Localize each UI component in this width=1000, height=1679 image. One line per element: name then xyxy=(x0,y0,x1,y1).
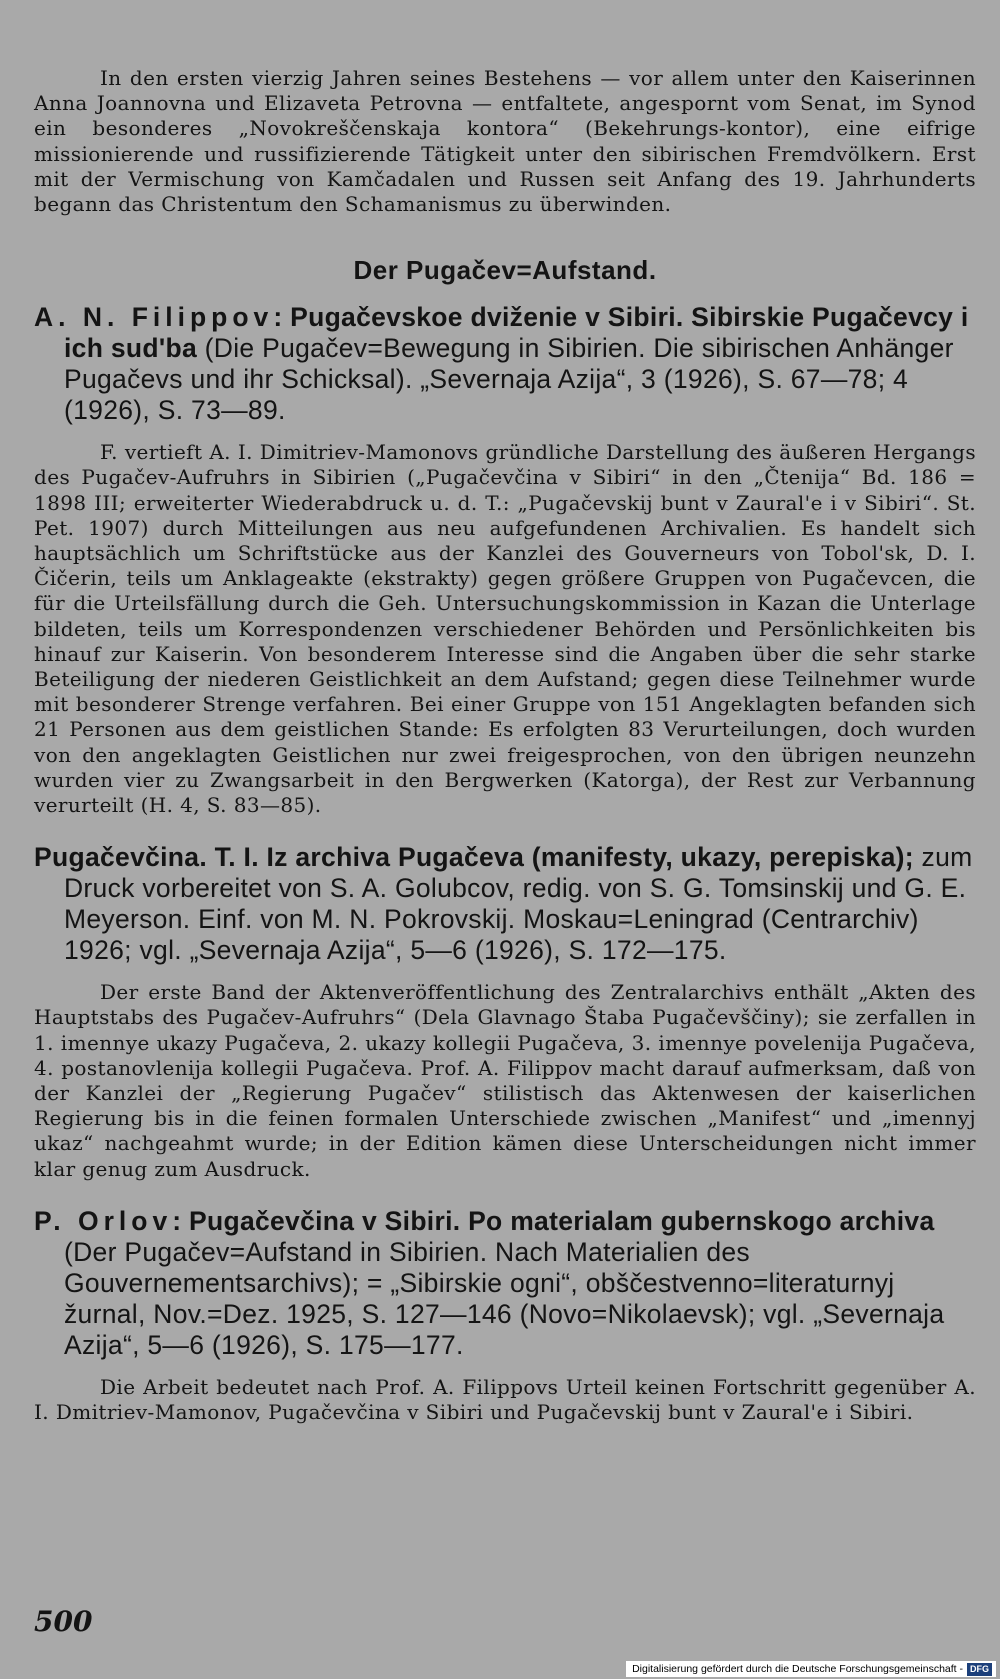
entry-review: Der erste Band der Aktenveröffentlichung des Zentralarchivs enthält „Akten des Hauptstabs des Pugačev-Aufruhrs“ (Dela Glavnago Štaba Pugačevščiny); sie zerfallen in 1. imennye ukazy Pugačeva, 2. ukazy kollegii Pugačeva, 3. imennye povelenija Pugačeva, 4. postanovlenija kollegii Pugačeva. Prof. A. Filippov macht darauf aufmerksam, daß von der Kanzlei der „Regierung Pugačev“ stilistisch das Aktenwesen der kaiserlichen Regierung bis in die feinen formalen Unterschiede zwischen „Manifest“ und „imennyj ukaz“ nachgeahmt wurde; in der Edition kämen diese Unterscheidungen nicht immer klar genug zum Ausdruck. xyxy=(34,980,976,1181)
entry-author: A. N. Filippov xyxy=(34,302,274,333)
entry-review: F. vertieft A. I. Dimitriev-Mamonovs gründliche Darstellung des äußeren Hergangs des Pugačev-Aufruhrs in Sibirien („Pugačevčina v Sibiri“ in den „Čtenija“ Bd. 186 = 1898 III; erweiterter Wiederabdruck u. d. T.: „Pugačevskij bunt v Zaural'e i v Sibiri“. St. Pet. 1907) durch Mitteilungen aus neu aufgefundenen Archivalien. Es handelt sich hauptsächlich um Schriftstücke aus der Kanzlei des Gouverneurs von Tobol'sk, D. I. Čičerin, teils um Anklageakte (ekstrakty) gegen größere Gruppen von Pugačevcen, die für die Urteilsfällung durch die Geh. Untersuchungskommission in Kazan die Unterlage bildeten, teils um Korrespondenzen verschiedener Behörden und Persönlichkeiten bis hinauf zur Kaiserin. Von besonderem Interesse sind die Angaben über die sehr starke Beteiligung der niederen Geistlichkeit an dem Aufstand; gegen diese Teilnehmer wurde mit besonderer Strenge verfahren. Bei einer Gruppe von 151 Angeklagten befanden sich 21 Personen aus dem geistlichen Stande: Es erfolgten 83 Verurteilungen, doch wurden von den angeklagten Geistlichen nur zwei freigesprochen, von den übrigen neunzehn wurden vier zu Zwangsarbeit in den Bergwerken (Katorga), der Rest zur Verbannung verurteilt (H. 4, S. 83—85). xyxy=(34,440,976,818)
entry-author: Pugačevčina. T. I. xyxy=(34,842,259,873)
entry-colon: : xyxy=(172,1205,182,1236)
page-number: 500 xyxy=(34,1605,93,1638)
entry-title: Pugačevskoe dviženie v Sibiri. Sibirskie Pugačevcy i ich sud'ba xyxy=(64,302,969,364)
entry-title: Iz archiva Pugačeva (manifesty, ukazy, perepiska); xyxy=(258,842,914,873)
entry-citation xyxy=(34,1206,976,1361)
entry-citation xyxy=(34,842,976,966)
entry-details: (Der Pugačev=Aufstand in Sibirien. Nach Materialien des Gouvernementsarchivs); = „Sibirskie ogni“, obščestvenno=literaturnyj žurnal, Nov.=Dez. 1925, S. 127—146 (Novo=Nikolaevsk); vgl. „Severnaja Azija“, 5—6 (1926), S. 175—177. xyxy=(64,1236,945,1360)
entry-details: zum Druck vorbereitet von S. A. Golubcov, redig. von S. G. Tomsinskij und G. E. Meyerson. Einf. von M. N. Pokrovskij. Moskau=Leningrad (Centrarchiv) 1926; vgl. „Severnaja Azija“, 5—6 (1926), S. 172—175. xyxy=(64,842,973,966)
entry-colon: : xyxy=(273,302,283,333)
entry-citation xyxy=(34,302,976,426)
entry-author: P. Orlov xyxy=(34,1205,173,1236)
bibliography-entry-2 xyxy=(34,842,976,1182)
footer-text: Digitalisierung gefördert durch die Deutsche Forschungsgemeinschaft - xyxy=(632,1663,963,1675)
entry-title: Pugačevčina v Sibiri. Po materialam gubernskogo archiva xyxy=(181,1205,935,1236)
digitization-footer xyxy=(626,1661,996,1677)
section-heading: Der Pugačev=Aufstand. xyxy=(353,255,657,286)
dfg-logo-icon: DFG xyxy=(967,1663,992,1676)
entry-details: (Die Pugačev=Bewegung in Sibirien. Die sibirischen Anhänger Pugačevs und ihr Schicksal). „Severnaja Azija“, 3 (1926), S. 67—78; 4 (1926), S. 73—89. xyxy=(64,333,954,426)
bibliography-entry-1 xyxy=(34,302,976,818)
entry-review: Die Arbeit bedeutet nach Prof. A. Filippovs Urteil keinen Fortschritt gegenüber A. I. Dmitriev-Mamonov, Pugačevčina v Sibiri und Pugačevskij bunt v Zaural'e i Sibiri. xyxy=(34,1374,976,1425)
bibliography-entry-3 xyxy=(34,1206,976,1425)
intro-paragraph: In den ersten vierzig Jahren seines Bestehens — vor allem unter den Kaiserinnen Anna Joannovna und Elizaveta Petrovna — entfaltete, angespornt vom Senat, im Synod ein besonderes „Novokreščenskaja kontora“ (Bekehrungs-kontor), eine eifrige missionierende und russifizierende Tätigkeit unter den sibirischen Fremdvölkern. Erst mit der Vermischung von Kamčadalen und Russen seit Anfang des 19. Jahrhunderts begann das Christentum den Schamanismus zu überwinden. xyxy=(34,66,976,217)
